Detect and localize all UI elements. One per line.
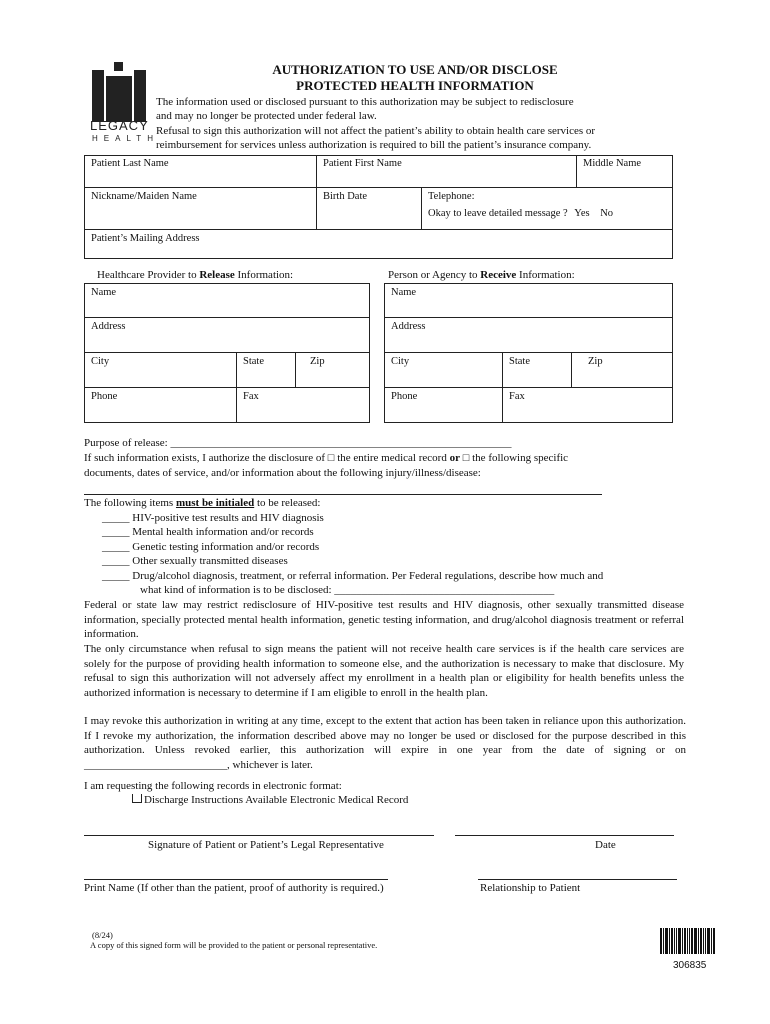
items-intro-bold: must be initialed	[175, 497, 255, 509]
item-drug-alcohol-continuation[interactable]: what kind of information is to be disclosed: ________________________________________	[140, 584, 555, 596]
patient-last-name-field[interactable]	[84, 155, 317, 188]
disclosure-or: or	[449, 452, 460, 464]
receive-heading-post: Information:	[516, 269, 575, 281]
intro-text-4: reimbursement for services unless authorization is required to bill the patient’s insurance company.	[156, 139, 592, 151]
mailing-address-field[interactable]	[84, 230, 673, 259]
release-heading-bold: Release	[199, 269, 235, 281]
legacy-health-logo	[86, 62, 159, 143]
receive-address-field[interactable]	[384, 318, 673, 353]
release-heading-pre: Healthcare Provider to	[97, 269, 200, 281]
release-address-field[interactable]	[84, 318, 370, 353]
item-mental-health[interactable]: _____ Mental health information and/or records	[102, 526, 314, 538]
signature-line[interactable]	[84, 835, 434, 836]
title-line-1: AUTHORIZATION TO USE AND/OR DISCLOSE	[272, 62, 558, 77]
release-name-field[interactable]	[84, 283, 370, 318]
receive-zip-field[interactable]	[572, 353, 673, 388]
release-state-field[interactable]	[237, 353, 296, 388]
form-title	[230, 62, 600, 94]
release-phone-field[interactable]	[84, 388, 237, 423]
federal-law-paragraph: Federal or state law may restrict redisclosure of HIV-positive test results and HIV diagnosis, other sexually transmitted disease information, specially protected mental health information, genetic testing information, and drug/alcohol diagnosis treatment or referral information.	[84, 599, 684, 640]
date-line[interactable]	[455, 835, 674, 836]
logo-mid-tower	[106, 76, 132, 122]
item-hiv[interactable]: _____ HIV-positive test results and HIV diagnosis	[102, 512, 324, 524]
receive-fax-label: Fax	[509, 391, 525, 402]
disclosure-post: the following specific	[469, 452, 569, 464]
relationship-line[interactable]	[478, 879, 677, 880]
release-city-label: City	[91, 356, 110, 367]
mailing-address-label: Patient’s Mailing Address	[91, 233, 200, 244]
print-name-label: Print Name (If other than the patient, proof of authority is required.)	[84, 882, 384, 894]
receive-heading-pre: Person or Agency to	[388, 269, 481, 281]
release-heading	[97, 268, 293, 283]
item-drug-alcohol[interactable]: _____ Drug/alcohol diagnosis, treatment, or referral information. Per Federal regulations, describe how much and	[102, 570, 604, 582]
release-heading-post: Information:	[234, 269, 294, 281]
receive-phone-field[interactable]	[384, 388, 503, 423]
release-phone-label: Phone	[91, 391, 118, 402]
specific-docs-checkbox[interactable]: □	[462, 452, 470, 464]
patient-last-name-label: Patient Last Name	[91, 158, 169, 169]
release-state-label: State	[243, 356, 264, 367]
release-name-label: Name	[91, 287, 117, 298]
release-zip-field[interactable]	[296, 353, 370, 388]
receive-state-label: State	[509, 356, 530, 367]
receive-heading	[388, 268, 575, 283]
disclosure-line-3: documents, dates of service, and/or information about the following injury/illness/disease:	[84, 467, 481, 479]
electronic-request: I am requesting the following records in electronic format:	[84, 780, 342, 792]
signature-label: Signature of Patient or Patient’s Legal Representative	[148, 839, 384, 851]
form-version: (8/24)	[92, 930, 113, 940]
checkbox-icon[interactable]	[132, 794, 142, 803]
circumstance-paragraph: The only circumstance when refusal to sign means the patient will not receive health care services is if the health care services are solely for the purpose of providing health information to someone else, and the authorization is necessary to make that disclosure. My refusal to sign this authorization will not adversely affect my enrollment in a health plan or eligibility for health benefits unless the authorized information is necessary to determine if I am eligible to enroll in the health plan.	[84, 643, 684, 699]
item-std[interactable]: _____ Other sexually transmitted diseases	[102, 555, 288, 567]
birth-date-field[interactable]	[317, 188, 422, 230]
items-intro-pre: The following items	[84, 497, 176, 509]
telephone-label: Telephone:	[428, 191, 475, 202]
release-address-label: Address	[91, 321, 126, 332]
nickname-field[interactable]	[84, 188, 317, 230]
release-city-field[interactable]	[84, 353, 237, 388]
form-number: 306835	[673, 960, 707, 971]
injury-illness-blank-line[interactable]	[84, 494, 602, 495]
copy-notice: A copy of this signed form will be provided to the patient or personal representative.	[90, 940, 378, 950]
purpose-of-release[interactable]: Purpose of release: ______________________________________________________________	[84, 437, 512, 449]
receive-zip-label: Zip	[588, 356, 603, 367]
middle-name-label: Middle Name	[583, 158, 642, 169]
receive-state-field[interactable]	[503, 353, 572, 388]
intro-text-3: Refusal to sign this authorization will not affect the patient’s ability to obtain health care services or	[156, 125, 596, 137]
receive-name-label: Name	[391, 287, 417, 298]
intro-text-1: The information used or disclosed pursuant to this authorization may be subject to redisclosure	[156, 96, 574, 108]
patient-first-name-label: Patient First Name	[323, 158, 402, 169]
receive-address-label: Address	[391, 321, 426, 332]
print-name-line[interactable]	[84, 879, 388, 880]
receive-city-label: City	[391, 356, 410, 367]
barcode	[660, 928, 722, 956]
birth-date-label: Birth Date	[323, 191, 368, 202]
receive-phone-label: Phone	[391, 391, 418, 402]
receive-city-field[interactable]	[384, 353, 503, 388]
telephone-field[interactable]	[422, 188, 673, 230]
nickname-label: Nickname/Maiden Name	[91, 191, 197, 202]
logo-name: LEGACY	[90, 118, 149, 133]
disclosure-mid: the entire medical record	[334, 452, 450, 464]
message-yes-option[interactable]: Yes	[574, 208, 590, 219]
items-intro	[84, 496, 320, 511]
item-genetic[interactable]: _____ Genetic testing information and/or records	[102, 541, 320, 553]
receive-heading-bold: Receive	[480, 269, 517, 281]
title-line-2: PROTECTED HEALTH INFORMATION	[296, 78, 534, 93]
release-fax-label: Fax	[243, 391, 259, 402]
message-no-option[interactable]: No	[600, 208, 614, 219]
intro-text-2: and may no longer be protected under federal law.	[156, 110, 377, 122]
logo-right-tower	[134, 70, 146, 122]
revoke-paragraph: I may revoke this authorization in writing at any time, except to the extent that action has been taken in reliance upon this authorization. If I revoke my authorization, the information described above may no longer be used or disclosed for the purpose described in this authorization. Unless revoked earlier, this authorization will expire in one year from the date of signing or on __________________________, whichever is later.	[84, 715, 686, 771]
logo-left-tower	[92, 70, 104, 122]
logo-top-square	[114, 62, 123, 71]
receive-name-field[interactable]	[384, 283, 673, 318]
electronic-options-label: Discharge Instructions Available Electronic Medical Record	[144, 794, 409, 806]
release-zip-label: Zip	[310, 356, 325, 367]
relationship-label: Relationship to Patient	[480, 882, 581, 894]
items-intro-post: to be released:	[254, 497, 321, 509]
electronic-options	[132, 793, 408, 808]
release-fax-field[interactable]	[237, 388, 370, 423]
patient-first-name-field[interactable]	[317, 155, 577, 188]
message-question: Okay to leave detailed message ?	[428, 208, 568, 219]
disclosure-authorization	[84, 451, 568, 466]
logo-subname: HEALTH	[92, 134, 159, 143]
receive-fax-field[interactable]	[503, 388, 673, 423]
date-label: Date	[595, 839, 616, 851]
middle-name-field[interactable]	[577, 155, 673, 188]
entire-record-checkbox[interactable]: □	[327, 452, 335, 464]
disclosure-pre: If such information exists, I authorize the disclosure of	[84, 452, 328, 464]
